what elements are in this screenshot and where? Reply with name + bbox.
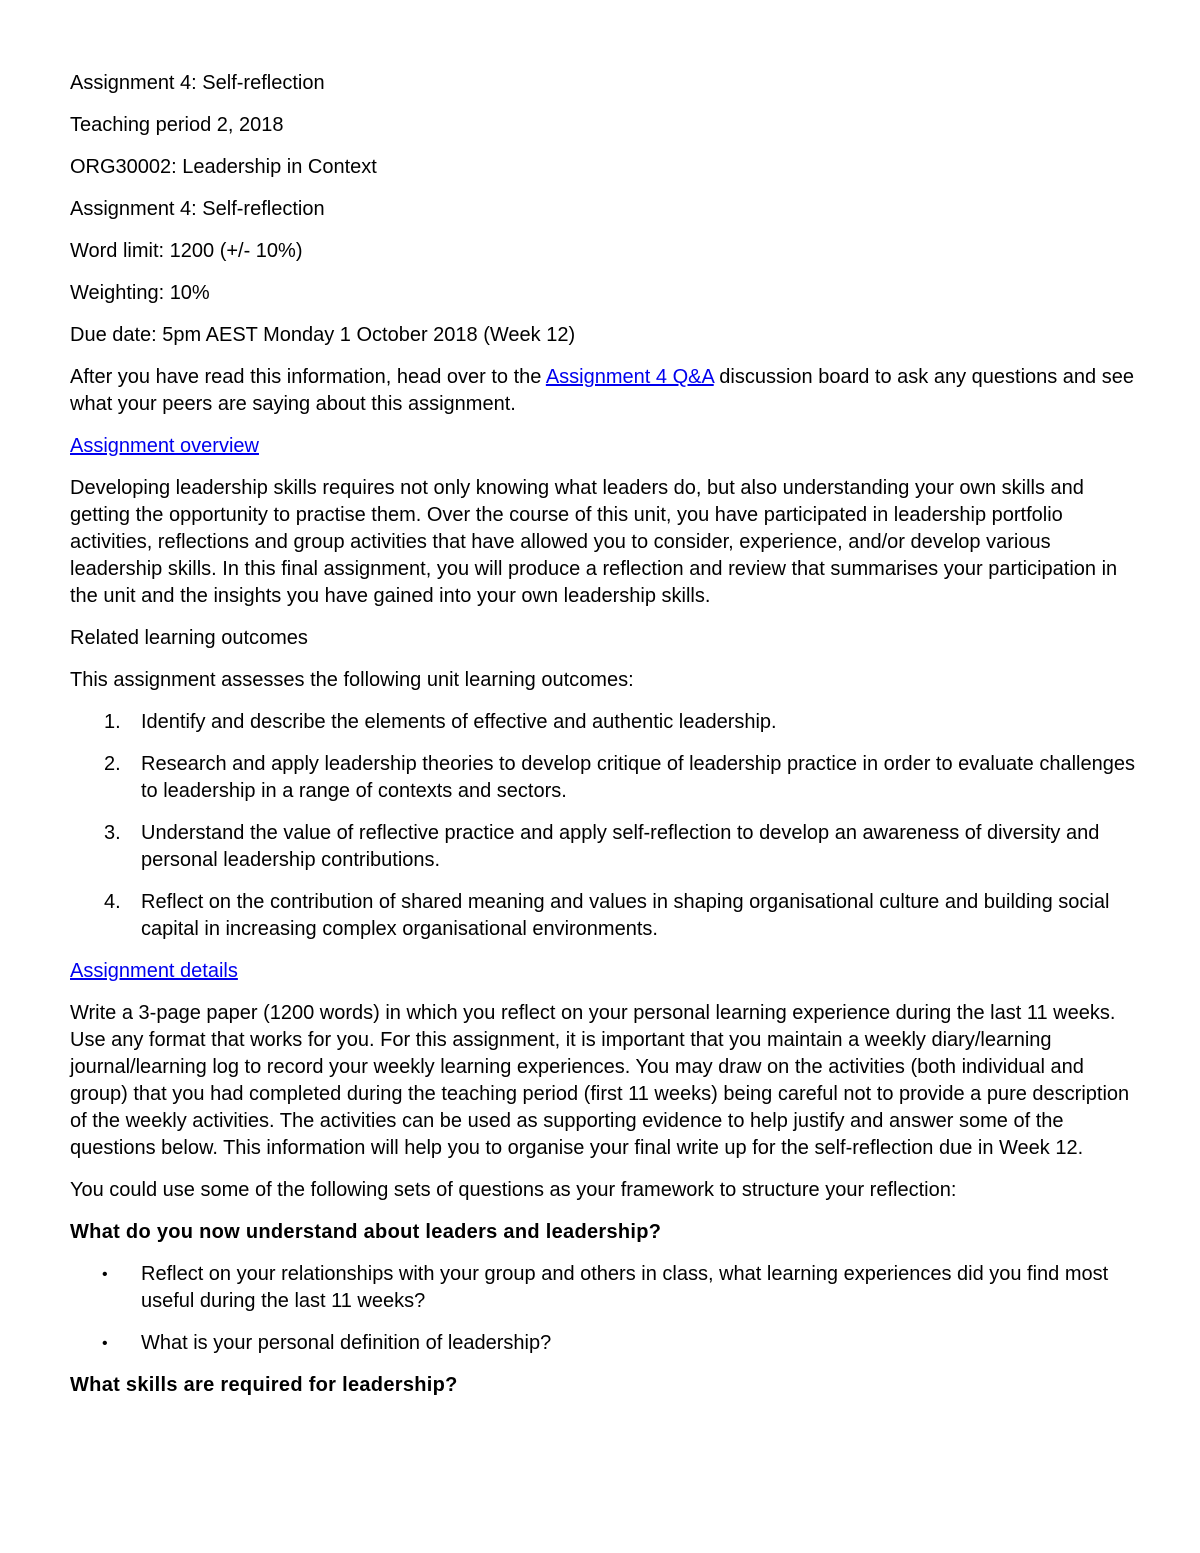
assignment-name: Assignment 4: Self-reflection — [70, 198, 325, 220]
framework-intro: You could use some of the following sets of questions as your framework to structure your reflection: — [70, 1179, 957, 1201]
bullet-icon: • — [102, 1335, 108, 1352]
question-heading-understanding: What do you now understand about leaders and leadership? — [70, 1221, 662, 1243]
details-heading — [70, 958, 1135, 985]
list-number: 1. — [104, 711, 121, 733]
list-item — [70, 751, 1135, 805]
intro-text-before: After you have read this information, head over to the — [70, 366, 546, 388]
list-item — [70, 1261, 1135, 1315]
list-item-text: Research and apply leadership theories to develop critique of leadership practice in order to evaluate challenges to leadership in a range of contexts and sectors. — [141, 753, 1135, 802]
outcomes-title: Related learning outcomes — [70, 627, 308, 649]
list-number: 3. — [104, 822, 121, 844]
intro-paragraph — [70, 364, 1135, 418]
overview-body: Developing leadership skills requires not only knowing what leaders do, but also understanding your own skills and getting the opportunity to practise them. Over the course of this unit, you have participated in leadership portfolio activities, reflections and group activities that have allowed you to consider, experience, and/or develop various leadership skills. In this final assignment, you will produce a reflection and review that summarises your participation in the unit and the insights you have gained into your own leadership skills. — [70, 477, 1118, 607]
list-item-text: Identify and describe the elements of effective and authentic leadership. — [141, 711, 777, 733]
weighting: Weighting: 10% — [70, 282, 210, 304]
questions-list — [70, 1261, 1135, 1357]
list-number: 4. — [104, 891, 121, 913]
teaching-period: Teaching period 2, 2018 — [70, 114, 284, 136]
list-item-text: What is your personal definition of leadership? — [141, 1332, 552, 1354]
qa-discussion-link[interactable]: Assignment 4 Q&A — [545, 366, 714, 388]
due-date: Due date: 5pm AEST Monday 1 October 2018 (Week 12) — [70, 324, 576, 346]
list-item-text: Reflect on your relationships with your group and others in class, what learning experiences did you find most useful during the last 11 weeks? — [141, 1263, 1109, 1312]
list-item — [70, 820, 1135, 874]
details-body: Write a 3-page paper (1200 words) in which you reflect on your personal learning experience during the last 11 weeks. Use any format that works for you. For this assignment, it is important that you maintain a weekly diary/learning journal/learning log to record your weekly learning experiences. You may draw on the activities (both individual and group) that you had completed during the teaching period (first 11 weeks) being careful not to provide a pure description of the weekly activities. The activities can be used as supporting evidence to help justify and answer some of the questions below. This information will help you to organise your final write up for the self-reflection due in Week 12. — [70, 1002, 1130, 1159]
document-title: Assignment 4: Self-reflection — [70, 72, 325, 94]
list-item — [70, 709, 1135, 736]
outcomes-intro: This assignment assesses the following unit learning outcomes: — [70, 669, 634, 691]
word-limit: Word limit: 1200 (+/- 10%) — [70, 240, 303, 262]
list-item-text: Reflect on the contribution of shared meaning and values in shaping organisational culture and building social capital in increasing complex organisational environments. — [141, 891, 1110, 940]
list-item-text: Understand the value of reflective practice and apply self-reflection to develop an awareness of diversity and personal leadership contributions. — [141, 822, 1100, 871]
assignment-overview-link[interactable]: Assignment overview — [70, 435, 259, 457]
intro-text-after: discussion board to ask any questions and see what your peers are saying about this assignment. — [70, 366, 1134, 415]
question-heading-skills: What skills are required for leadership? — [70, 1374, 458, 1396]
list-item — [70, 889, 1135, 943]
list-number: 2. — [104, 753, 121, 775]
document-page — [70, 70, 1135, 1414]
overview-heading — [70, 433, 1135, 460]
list-item — [70, 1330, 1135, 1357]
bullet-icon: • — [102, 1266, 108, 1283]
assignment-details-link[interactable]: Assignment details — [70, 960, 238, 982]
learning-outcomes-list — [70, 709, 1135, 943]
unit-code: ORG30002: Leadership in Context — [70, 156, 377, 178]
